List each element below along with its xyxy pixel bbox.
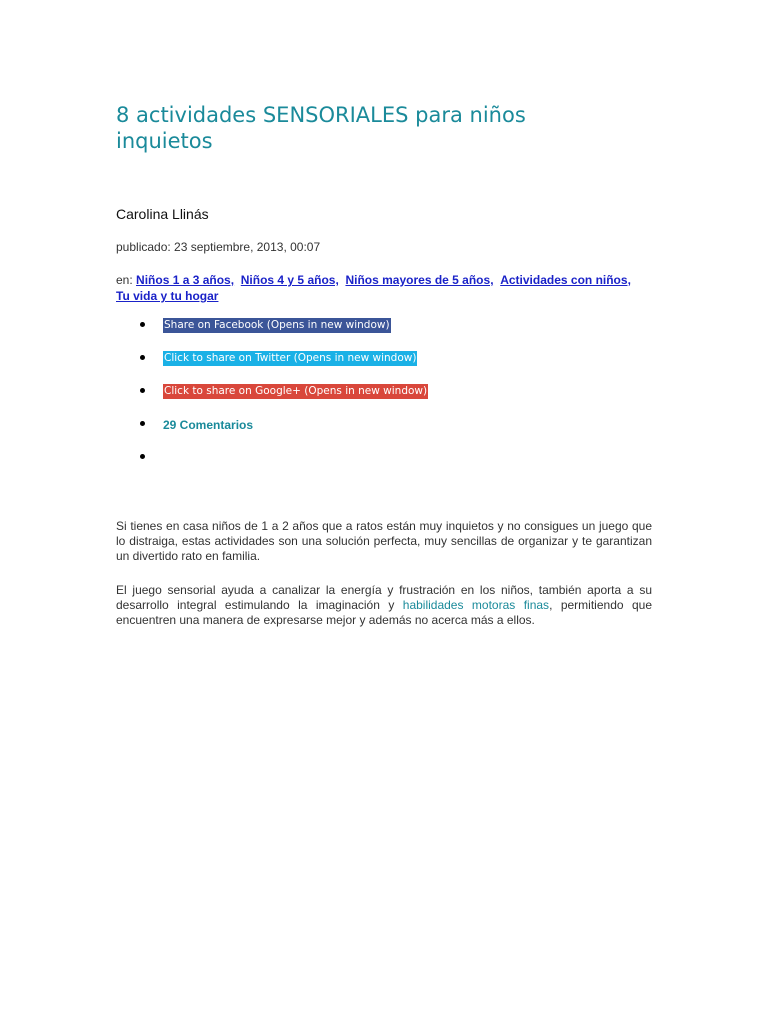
category-link-tu-vida[interactable]: Tu vida y tu hogar: [116, 289, 219, 303]
bullet-icon: [140, 322, 145, 327]
category-link-ninos-1-3[interactable]: Niños 1 a 3 años,: [136, 273, 235, 287]
share-facebook-button[interactable]: Share on Facebook (Opens in new window): [164, 319, 390, 331]
body-paragraph-1: Si tienes en casa niños de 1 a 2 años que a ratos están muy inquietos y no consigues un juego que lo distraiga, estas actividades son una solución perfecta, muy sencillas de organizar y te garantizan un divertido rato en familia.: [116, 519, 652, 563]
author-name: Carolina Llinás: [116, 206, 209, 222]
categories-prefix: en:: [116, 273, 133, 287]
body-paragraph-2: [116, 583, 652, 628]
bullet-icon: [140, 355, 145, 360]
body-paragraph-2-start: El juego sensorial ayuda a canalizar la energía y frustración en los niños, también aporta a su desarrollo integral estimulando la imaginación y: [116, 583, 652, 612]
share-google-button[interactable]: Click to share on Google+ (Opens in new window): [164, 385, 428, 397]
article-title: 8 actividades SENSORIALES para niños inquietos: [116, 103, 526, 153]
bullet-icon: [140, 454, 145, 459]
bullet-icon: [140, 388, 145, 393]
comments-link[interactable]: 29 Comentarios: [163, 418, 254, 432]
category-link-ninos-4-5[interactable]: Niños 4 y 5 años,: [240, 273, 339, 287]
category-list: [116, 272, 646, 304]
published-date: publicado: 23 septiembre, 2013, 00:07: [116, 240, 321, 254]
bullet-icon: [140, 421, 145, 426]
category-link-ninos-mayores-5[interactable]: Niños mayores de 5 años,: [345, 273, 494, 287]
category-link-actividades[interactable]: Actividades con niños,: [500, 273, 631, 287]
body-paragraph-2-end: , permitiendo que encuentren una manera de expresarse mejor y además no acerca más a ellos.: [116, 598, 652, 627]
link-habilidades-motoras[interactable]: habilidades motoras finas: [402, 598, 550, 612]
share-twitter-button[interactable]: Click to share on Twitter (Opens in new window): [164, 352, 417, 364]
